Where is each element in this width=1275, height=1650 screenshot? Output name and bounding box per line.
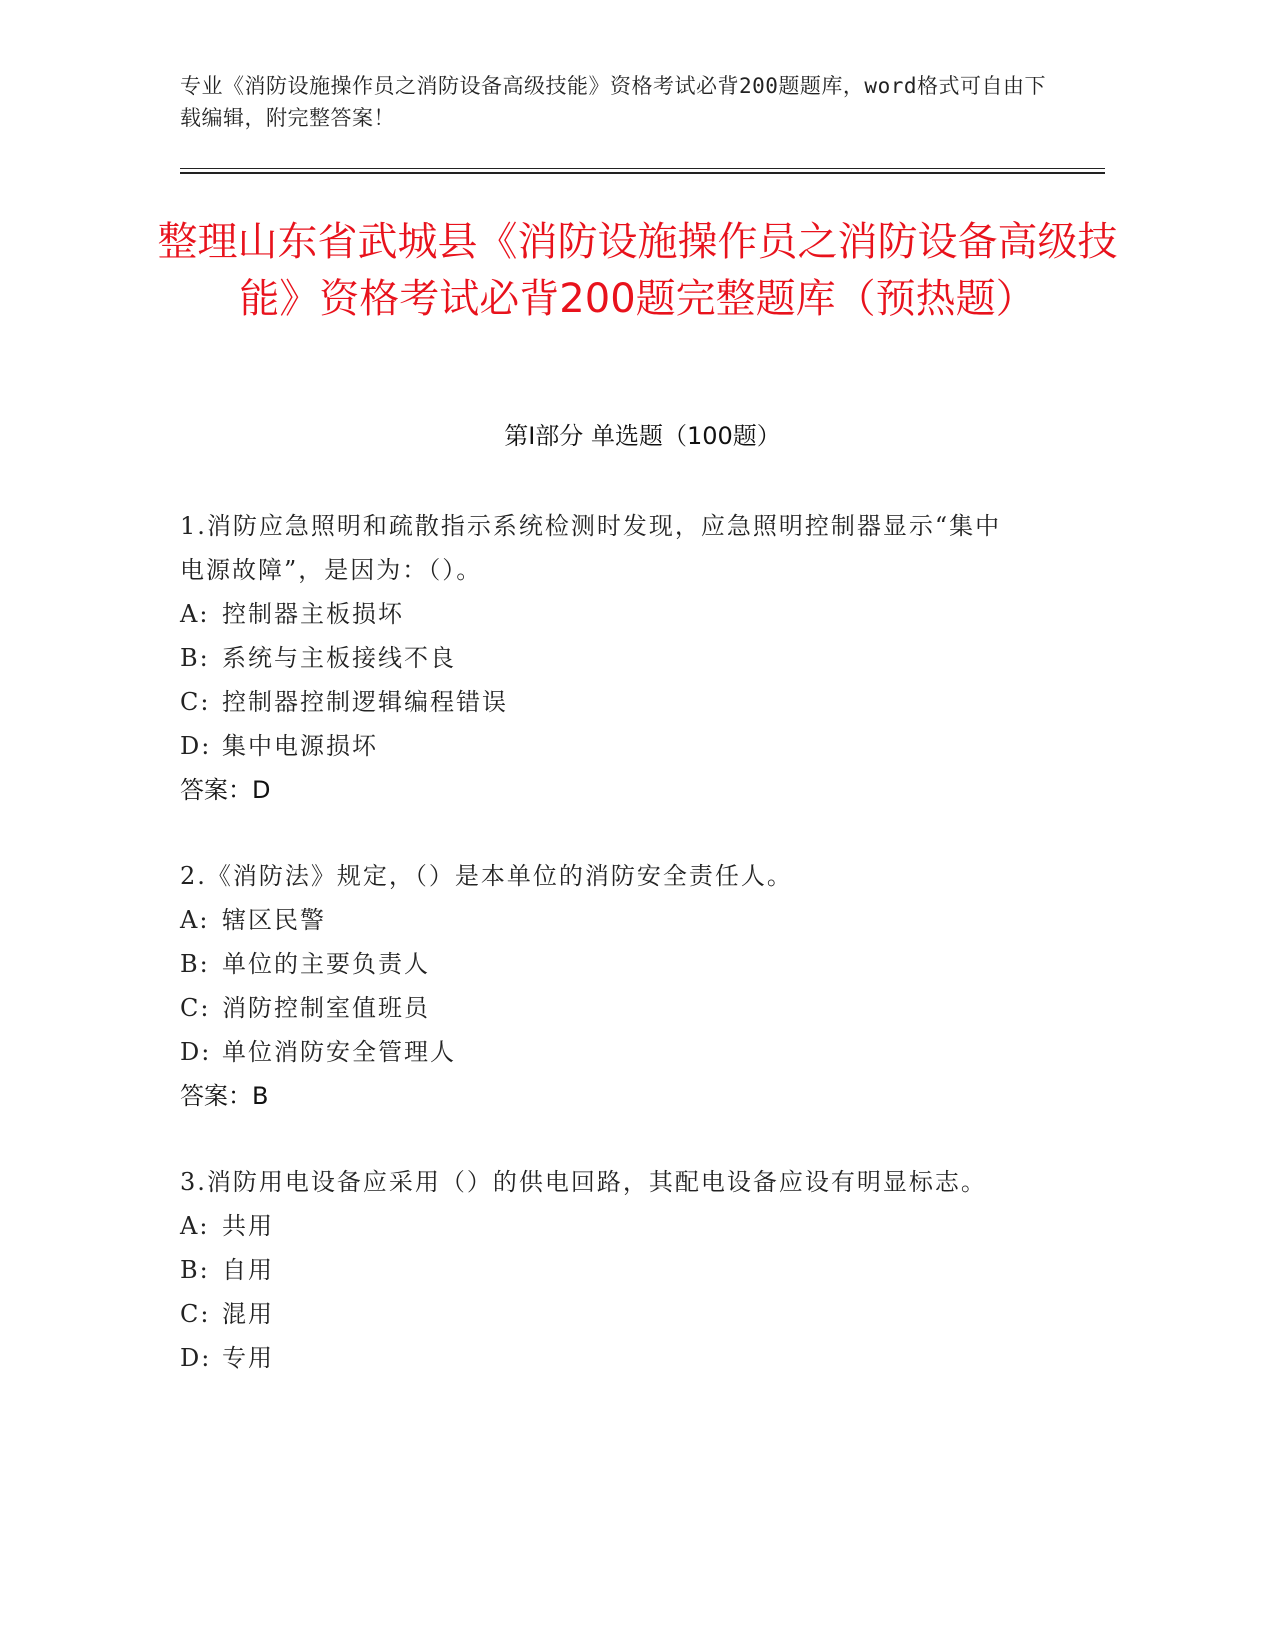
option-letter: C: [180, 994, 211, 1022]
option-letter: A: [180, 906, 210, 934]
header-divider-thin [180, 168, 1105, 169]
header-note: 专业《消防设施操作员之消防设备高级技能》资格考试必背200题题库，word格式可自由下载编辑，附完整答案！ [180, 74, 1046, 130]
option-letter: B: [180, 950, 210, 978]
option-text: 自用 [222, 1256, 274, 1284]
option-d [180, 724, 1020, 768]
option-b [180, 942, 1020, 986]
option-letter: D: [180, 1038, 212, 1066]
answer-line: 答案：D [180, 776, 271, 804]
question-item [180, 854, 1020, 1118]
question-stem: 2.《消防法》规定，（）是本单位的消防安全责任人。 [180, 862, 793, 890]
option-letter: A: [180, 600, 210, 628]
option-letter: C: [180, 688, 211, 716]
question-list [180, 504, 1020, 1422]
option-text: 单位消防安全管理人 [222, 1038, 456, 1066]
option-text: 消防控制室值班员 [222, 994, 430, 1022]
header-divider-thick [180, 172, 1105, 174]
option-text: 混用 [222, 1300, 274, 1328]
option-b [180, 1248, 1020, 1292]
option-a [180, 592, 1020, 636]
option-d [180, 1336, 1020, 1380]
question-item [180, 1160, 1020, 1380]
option-a [180, 1204, 1020, 1248]
question-stem: 3.消防用电设备应采用（）的供电回路，其配电设备应设有明显标志。 [180, 1168, 987, 1196]
option-c [180, 1292, 1020, 1336]
option-text: 系统与主板接线不良 [222, 644, 456, 672]
section-heading: 第Ⅰ部分 单选题（100题） [504, 422, 781, 450]
option-letter: B: [180, 1256, 210, 1284]
answer-line: 答案：B [180, 1082, 269, 1110]
document-title: 整理山东省武城县《消防设施操作员之消防设备高级技能》资格考试必背200题完整题库（预热题） [157, 219, 1118, 322]
option-b [180, 636, 1020, 680]
option-text: 控制器主板损坏 [222, 600, 404, 628]
option-text: 集中电源损坏 [222, 732, 378, 760]
option-letter: B: [180, 644, 210, 672]
option-a [180, 898, 1020, 942]
option-text: 共用 [222, 1212, 274, 1240]
question-stem: 1.消防应急照明和疏散指示系统检测时发现，应急照明控制器显示“集中电源故障”，是因为：（）。 [180, 512, 1002, 584]
option-letter: A: [180, 1212, 210, 1240]
option-letter: D: [180, 1344, 212, 1372]
option-text: 控制器控制逻辑编程错误 [222, 688, 508, 716]
option-letter: D: [180, 732, 212, 760]
option-c [180, 986, 1020, 1030]
option-text: 专用 [222, 1344, 274, 1372]
option-d [180, 1030, 1020, 1074]
option-c [180, 680, 1020, 724]
question-item [180, 504, 1020, 812]
option-text: 辖区民警 [222, 906, 326, 934]
option-text: 单位的主要负责人 [222, 950, 430, 978]
option-letter: C: [180, 1300, 211, 1328]
